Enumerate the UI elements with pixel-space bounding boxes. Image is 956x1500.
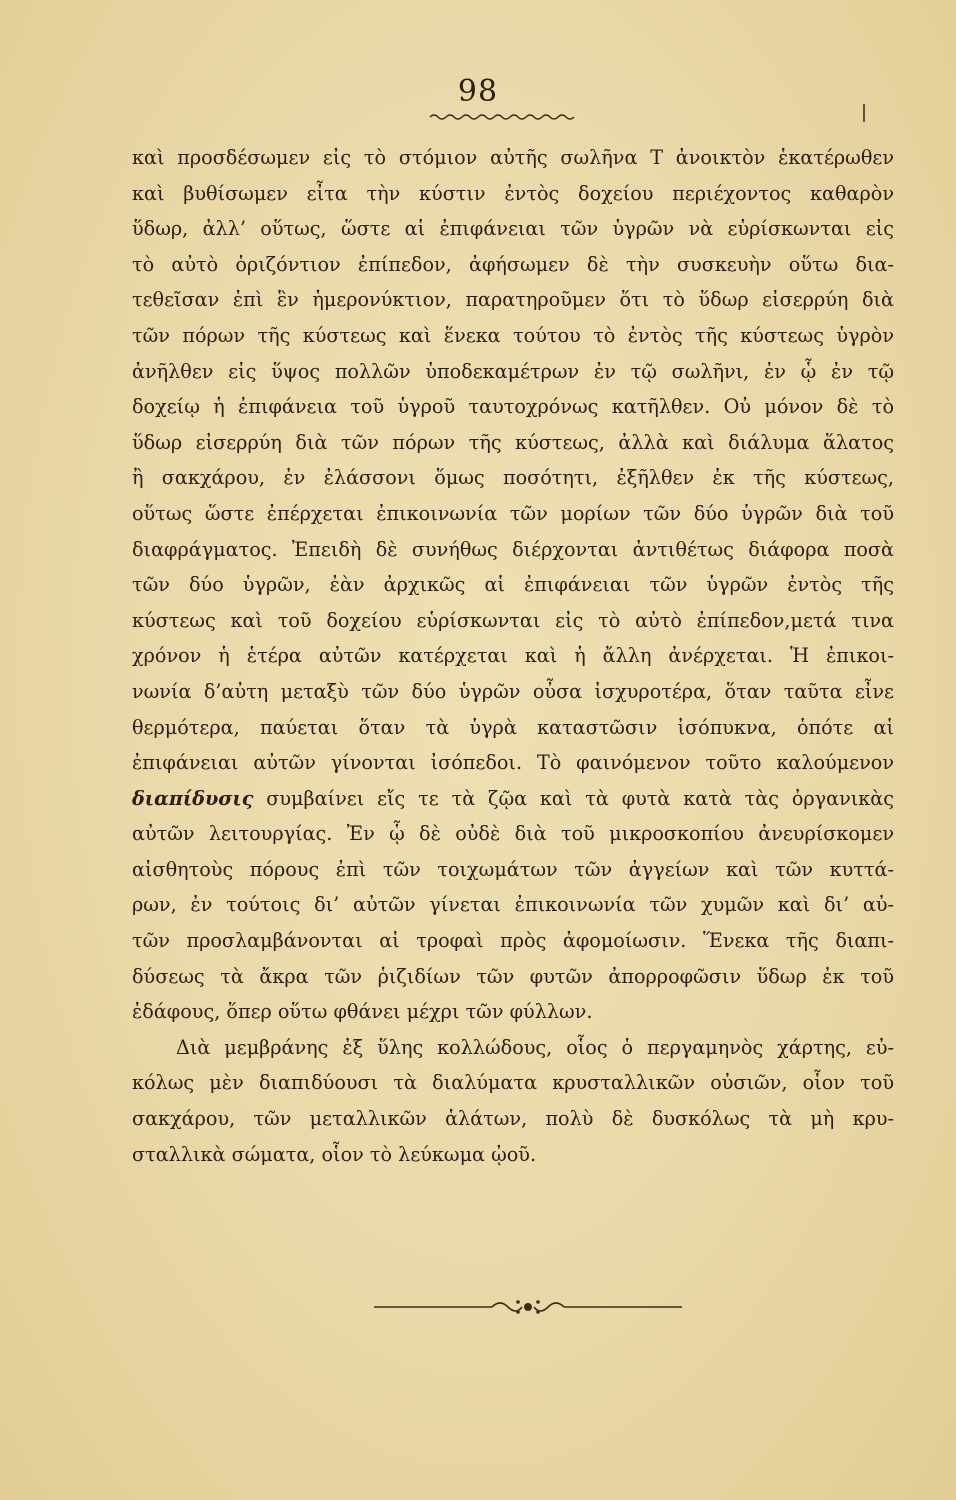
text-line: νωνία δ’αὐτη μεταξὺ τῶν δύο ὑγρῶν οὖσα ἰσχυροτέρα, ὅταν ταῦτα εἶνε xyxy=(132,679,894,703)
text-line xyxy=(132,781,894,817)
footer-ornament-icon xyxy=(372,1296,684,1318)
text-line: καὶ προσδέσωμεν εἰς τὸ στόμιον αὐτῆς σωλῆνα Τ ἀνοικτὸν ἑκατέρωθεν xyxy=(132,146,894,169)
text-line: Διὰ μεμβράνης ἐξ ὕλης κολλώδους, οἷος ὁ περγαμηνὸς χάρτης, εὐ- xyxy=(176,1035,894,1059)
term-bold: διαπίδυσις xyxy=(132,786,254,810)
text-line: ἀνῆλθεν εἰς ὕψος πολλῶν ὑποδεκαμέτρων ἐν τῷ σωλῆνι, ἐν ᾧ ἐν τῷ xyxy=(132,359,894,383)
text-line: ἐδάφους, ὅπερ οὕτω φθάνει μέχρι τῶν φύλλων. xyxy=(132,1000,593,1024)
text-line: κύστεως καὶ τοῦ δοχείου εὑρίσκωνται εἰς τὸ αὐτὸ ἐπίπεδον,μετά τινα xyxy=(132,608,894,632)
text-line: αἰσθητοὺς πόρους ἐπὶ τῶν τοιχωμάτων τῶν ἀγγείων καὶ τῶν κυττά- xyxy=(132,857,894,881)
text-line: τῶν πόρων τῆς κύστεως καὶ ἕνεκα τούτου τὸ ἐντὸς τῆς κύστεως ὑγρὸν xyxy=(132,323,894,347)
paragraph-2 xyxy=(132,781,894,1030)
text-line: σακχάρου, τῶν μεταλλικῶν ἁλάτων, πολὺ δὲ δυσκόλως τὰ μὴ κρυ- xyxy=(132,1107,894,1131)
text-line: ἐπιφάνειαι αὐτῶν γίνονται ἰσόπεδοι. Τὸ φαινόμενον τοῦτο καλούμενον xyxy=(132,751,894,775)
text-line: τὸ αὐτὸ ὁριζόντιον ἐπίπεδον, ἀφήσωμεν δὲ τὴν συσκευὴν οὕτω δια- xyxy=(132,252,894,276)
text-line: ἢ σακχάρου, ἐν ἐλάσσονι ὅμως ποσότητι, ἐξῆλθεν ἐκ τῆς κύστεως, xyxy=(132,466,894,490)
text-line: ὕδωρ εἰσερρύη διὰ τῶν πόρων τῆς κύστεως, ἀλλὰ καὶ διάλυμα ἅλατος xyxy=(132,430,894,454)
text-line: αὐτῶν λειτουργίας. Ἐν ᾧ δὲ οὐδὲ διὰ τοῦ μικροσκοπίου ἀνευρίσκομεν xyxy=(132,822,894,846)
text-line: τῶν δύο ὑγρῶν, ἐὰν ἀρχικῶς αἱ ἐπιφάνειαι τῶν ὑγρῶν ἐντὸς τῆς xyxy=(132,573,894,597)
header-wavy-rule-icon xyxy=(428,112,578,122)
paragraph-3 xyxy=(132,1030,894,1172)
text-line: ρων, ἐν τούτοις δι’ αὐτῶν γίνεται ἐπικοινωνία τῶν χυμῶν καὶ δι’ αὐ- xyxy=(132,893,894,917)
text-line: καὶ βυθίσωμεν εἶτα τὴν κύστιν ἐντὸς δοχείου περιέχοντος καθαρὸν xyxy=(132,181,894,205)
text-line: οὕτως ὥστε ἐπέρχεται ἐπικοινωνία τῶν μορίων τῶν δύο ὑγρῶν διὰ τοῦ xyxy=(132,501,894,525)
text-line: σταλλικὰ σώματα, οἷον τὸ λεύκωμα ᾠοῦ. xyxy=(132,1142,537,1166)
body-text xyxy=(132,140,894,1172)
text-line: τῶν προσλαμβάνονται αἱ τροφαὶ πρὸς ἀφομοίωσιν. Ἕνεκα τῆς διαπι- xyxy=(132,929,894,953)
text-line: δύσεως τὰ ἄκρα τῶν ῥιζιδίων τῶν φυτῶν ἀπορροφῶσιν ὕδωρ ἐκ τοῦ xyxy=(132,964,894,988)
text-line: ὕδωρ, ἀλλ’ οὕτως, ὥστε αἱ ἐπιφάνειαι τῶν ὑγρῶν νὰ εὑρίσκωνται εἰς xyxy=(132,217,894,241)
page-number: 98 xyxy=(457,74,499,109)
text-line: διαφράγματος. Ἐπειδὴ δὲ συνήθως διέρχονται ἀντιθέτως διάφορα ποσὰ xyxy=(132,537,894,561)
margin-mark xyxy=(863,104,865,122)
text-line-rest: συμβαίνει εἴς τε τὰ ζῷα καὶ τὰ φυτὰ κατὰ τὰς ὀργανικὰς xyxy=(266,786,894,810)
text-line: τεθεῖσαν ἐπὶ ἓν ἡμερονύκτιον, παρατηροῦμεν ὅτι τὸ ὕδωρ εἰσερρύη διὰ xyxy=(132,288,894,312)
text-line: χρόνον ἡ ἑτέρα αὐτῶν κατέρχεται καὶ ἡ ἄλλη ἀνέρχεται. Ἡ ἐπικοι- xyxy=(132,644,894,668)
paragraph-1 xyxy=(132,140,894,781)
text-line: κόλως μὲν διαπιδύουσι τὰ διαλύματα κρυσταλλικῶν οὐσιῶν, οἷον τοῦ xyxy=(132,1071,894,1095)
text-line: δοχείῳ ἡ ἐπιφάνεια τοῦ ὑγροῦ ταυτοχρόνως κατῆλθεν. Οὐ μόνον δὲ τὸ xyxy=(132,395,894,419)
text-line: θερμότερα, παύεται ὅταν τὰ ὑγρὰ καταστῶσιν ἰσόπυκνα, ὁπότε αἱ xyxy=(132,715,894,739)
